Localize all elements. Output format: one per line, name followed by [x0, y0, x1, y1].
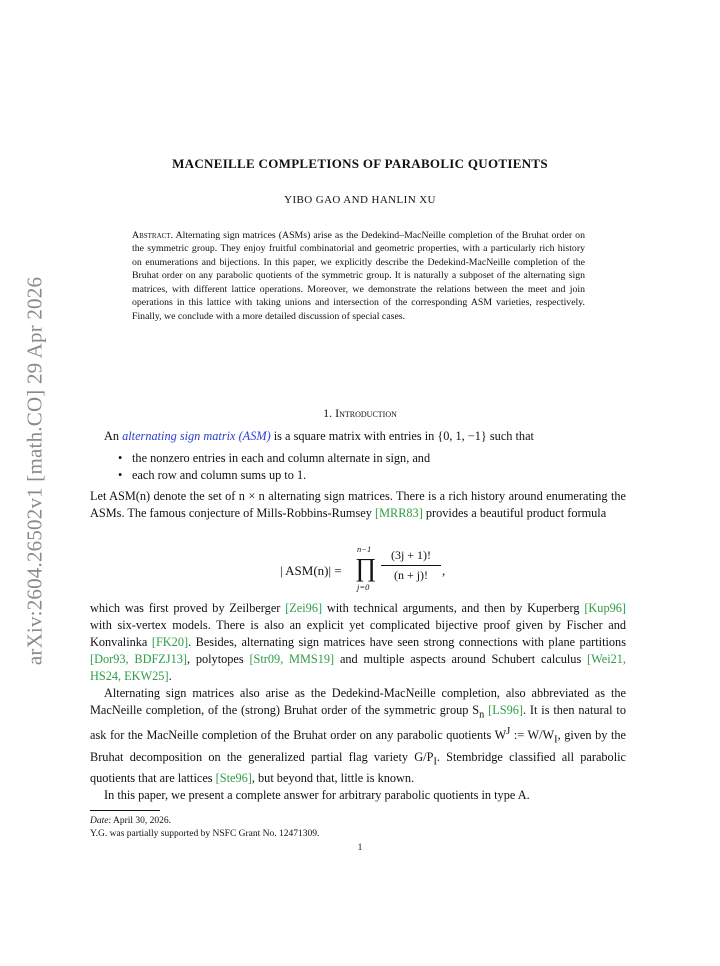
text-run: .	[168, 669, 172, 683]
text-run: . Stembridge classified all parabolic quotients that are lattices	[90, 750, 626, 786]
paper-title: MACNEILLE COMPLETIONS OF PARABOLIC QUOTIENTS	[172, 156, 548, 171]
intro-paragraph-2	[90, 488, 626, 522]
text-run: provides a beautiful product formula	[422, 506, 607, 520]
citation-link[interactable]: [LS96]	[488, 703, 523, 717]
citation-link[interactable]: [Ste96]	[215, 771, 252, 786]
subscript: I	[554, 735, 558, 746]
text-run: is a square matrix with entries in {0, 1, −1} such that	[270, 429, 534, 443]
text-run: , polytopes	[186, 652, 250, 666]
product-symbol: ∏	[355, 553, 377, 582]
text-run: and multiple aspects around Schubert calculus	[334, 652, 588, 666]
section-title: Introduction	[335, 406, 397, 420]
page-number: 1	[357, 843, 363, 853]
superscript: J	[506, 726, 511, 738]
text-run: Alternating sign matrices also arise as the Dedekind-MacNeille completion, also abbreviated as the MacNeille completion, of the (strong) Bruhat order of the symmetric group S	[90, 686, 626, 717]
intro-paragraph-3	[90, 600, 626, 685]
text-run: . Besides, alternating sign matrices have seen strong connections with plane partitions	[188, 635, 626, 649]
footnote-funding: Y.G. was partially supported by NSFC Grant No. 12471309.	[90, 829, 320, 839]
text-run: with technical arguments, and then by Kuperberg	[322, 601, 585, 615]
arxiv-id: arXiv:2604.26502v1 [math.CO] 29 Apr 2026	[22, 276, 47, 666]
product-upper-limit: n−1	[357, 544, 372, 554]
arxiv-identifier-sidebar	[22, 262, 48, 680]
abstract-text: Alternating sign matrices (ASMs) arise as the Dedekind–MacNeille completion of the Bruhat order on the symmetric group. They enjoy fruitful combinatorial and geometric properties, with a particularly rich history on enumerations and bijections. In this paper, we explicitly describe the Dedekind-MacNeille completion of the Bruhat order on any parabolic quotients of the symmetric group. It is naturally a subposet of the alternating sign matrices, with different lattice operations. Moreover, we demonstrate the relations between the meet and join operations in this lattice with taking unions and intersection of the corresponding ASM varieties, respectively. Finally, we conclude with a more detailed discussion of special cases.	[132, 230, 585, 322]
paper-authors: YIBO GAO AND HANLIN XU	[284, 194, 436, 206]
citation-link[interactable]: [MRR83]	[374, 506, 423, 520]
subscript: I	[433, 756, 437, 768]
abstract	[132, 229, 585, 323]
footnote-rule	[90, 810, 160, 811]
intro-paragraph-1	[90, 428, 626, 445]
formula-fraction	[381, 548, 441, 583]
text-run: which was first proved by Zeilberger	[90, 601, 286, 615]
intro-paragraph-4	[90, 685, 626, 787]
text-run: with six-vertex models. There is also an explicit yet complicated bijective proof given by Fischer and Konvalinka	[90, 618, 626, 649]
text-run: Let ASM(n) denote the set of n × n alternating sign matrices. There is a rich history around enumerating the ASMs. The famous conjecture of Mills-Robbins-Rumsey	[90, 489, 626, 520]
formula-trail: ,	[442, 563, 446, 578]
asm-conditions-list	[118, 450, 430, 484]
fraction-numerator: (3j + 1)!	[381, 548, 441, 566]
formula-lhs: | ASM(n)| =	[280, 563, 342, 578]
citation-link[interactable]: [Kup96]	[584, 601, 626, 615]
footnote-date	[90, 815, 171, 827]
section-number: 1.	[323, 406, 333, 420]
asm-definition-link[interactable]: alternating sign matrix (ASM)	[122, 429, 271, 443]
date-label: Date	[90, 816, 109, 826]
list-item: • each row and column sums up to 1.	[118, 467, 430, 484]
citation-link[interactable]: [Zei96]	[285, 601, 323, 615]
text-run: An	[104, 429, 123, 443]
asm-product-formula	[0, 544, 720, 594]
fraction-denominator: (n + j)!	[393, 568, 429, 582]
text-run: := W/W	[510, 728, 555, 743]
abstract-heading: Abstract.	[132, 230, 174, 241]
list-item: • the nonzero entries in each and column alternate in sign, and	[118, 450, 430, 467]
intro-paragraph-5: In this paper, we present a complete answer for arbitrary parabolic quotients in type A.	[104, 788, 530, 802]
text-run: , but beyond that, little is known.	[251, 771, 415, 786]
subscript: n	[479, 709, 485, 721]
citation-link[interactable]: [Wei21, HS24, EKW25]	[90, 652, 626, 683]
text-run: . It is then natural to ask for the MacNeille completion of the Bruhat order on any parabolic quotients W	[90, 703, 626, 743]
product-lower-limit: j=0	[357, 582, 370, 592]
citation-link[interactable]: [Str09, MMS19]	[249, 652, 335, 666]
date-value: : April 30, 2026.	[108, 816, 172, 826]
section-heading	[0, 406, 720, 421]
text-run: , given by the Bruhat decomposition on the generalized partial flag variety G/P	[90, 728, 626, 764]
citation-link[interactable]: [Dor93, BDFZJ13]	[90, 652, 187, 666]
citation-link[interactable]: [FK20]	[151, 635, 189, 649]
